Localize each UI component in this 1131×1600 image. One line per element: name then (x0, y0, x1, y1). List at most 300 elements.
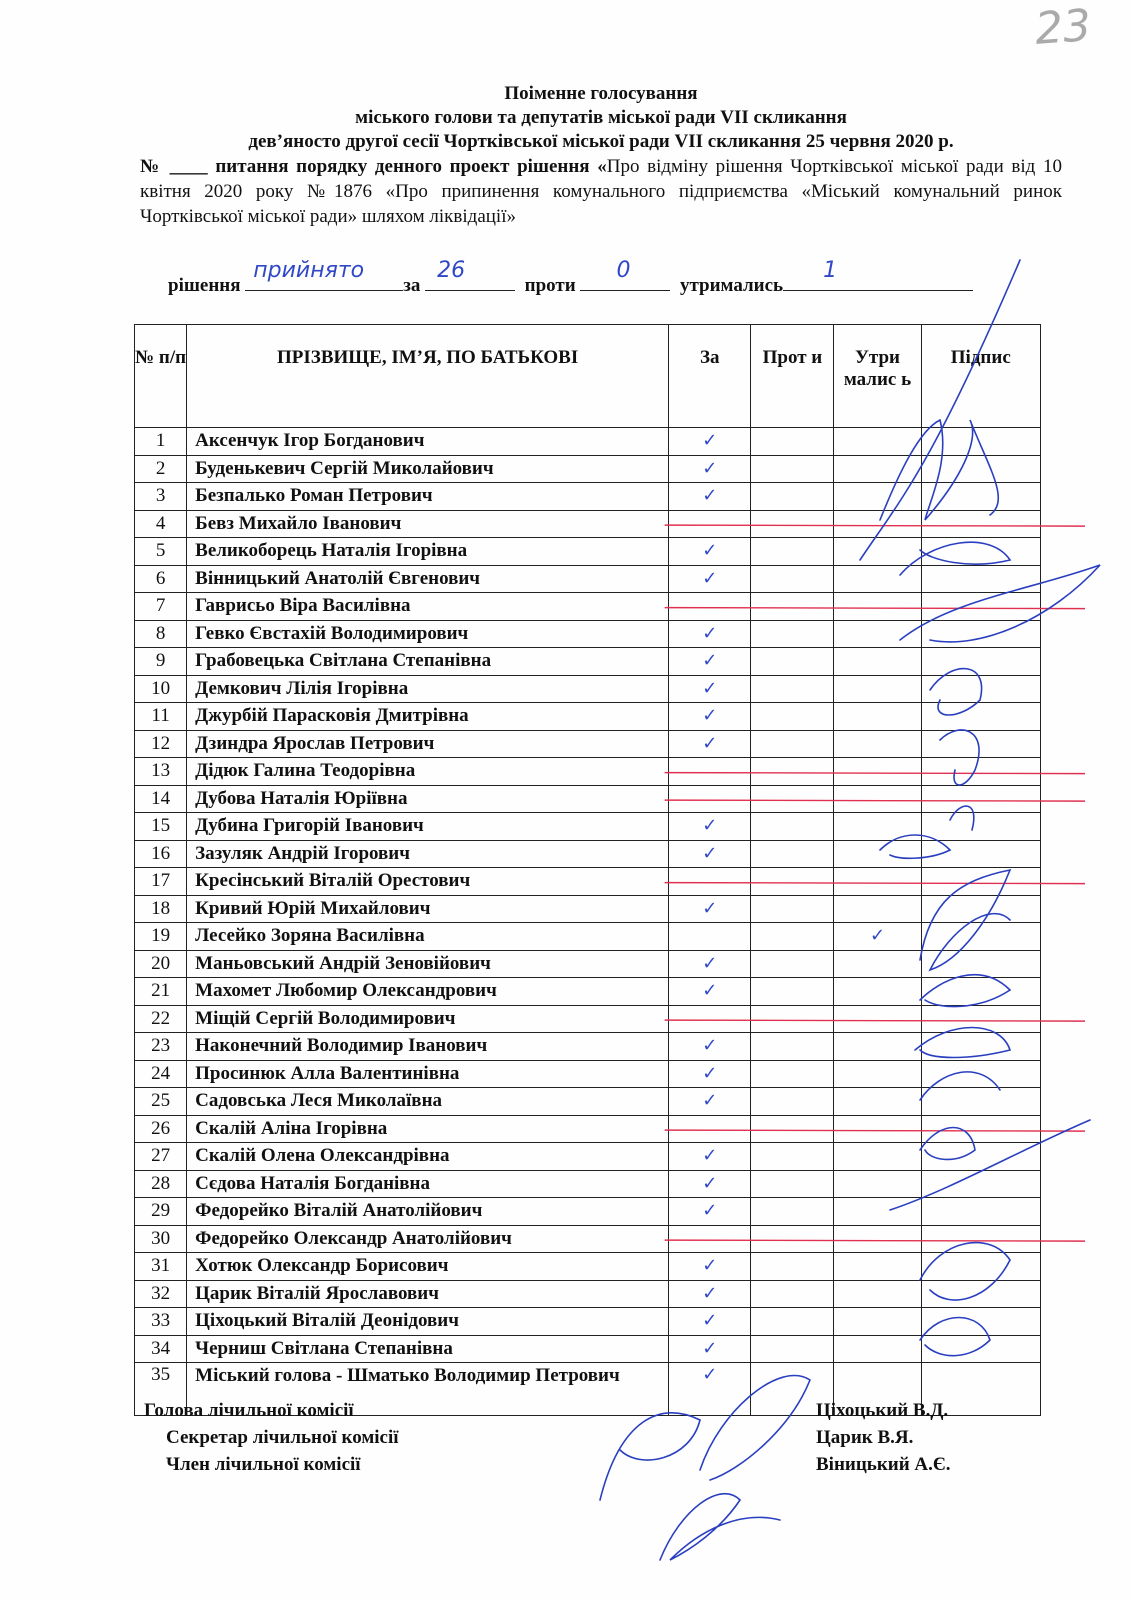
vote-against-cell (751, 1060, 834, 1088)
check-mark-icon: ✓ (702, 430, 718, 452)
vote-for-cell (669, 978, 751, 1006)
vote-abstained-cell (834, 510, 921, 538)
vote-row (135, 675, 1041, 703)
vote-row (135, 1170, 1041, 1198)
row-number: 34 (135, 1335, 187, 1363)
signature-cell (921, 455, 1040, 483)
decision-result: прийнято (253, 258, 365, 283)
counting-commission-labels (144, 1397, 399, 1478)
member-name: Вінницький Анатолій Євгенович (187, 565, 669, 593)
vote-for-cell (669, 538, 751, 566)
signature-drawing (660, 1494, 780, 1560)
vote-against-cell (751, 1115, 834, 1143)
vote-against-cell (751, 923, 834, 951)
check-mark-icon: ✓ (702, 815, 718, 837)
member-name: Федорейко Олександр Анатолійович (187, 1225, 669, 1253)
vote-row (135, 1198, 1041, 1226)
member-name: Федорейко Віталій Анатолійович (187, 1198, 669, 1226)
vote-row (135, 538, 1041, 566)
vote-abstained-cell (834, 1143, 921, 1171)
vote-for-cell (669, 1115, 751, 1143)
vote-against-cell (751, 1253, 834, 1281)
for-count: 26 (437, 258, 466, 283)
vote-for-cell (669, 730, 751, 758)
signature-cell (921, 730, 1040, 758)
abstained-label: утримались (679, 275, 784, 296)
check-mark-icon: ✓ (702, 1090, 718, 1112)
vote-abstained-cell (834, 703, 921, 731)
vote-against-cell (751, 1225, 834, 1253)
row-number: 12 (135, 730, 187, 758)
vote-row (135, 620, 1041, 648)
row-number: 9 (135, 648, 187, 676)
signature-cell (921, 1170, 1040, 1198)
header-against: Прот и (751, 325, 834, 428)
row-number: 16 (135, 840, 187, 868)
vote-for-cell (669, 785, 751, 813)
vote-abstained-cell (834, 1033, 921, 1061)
check-mark-icon: ✓ (702, 705, 718, 727)
member-name: Джурбій Парасковія Дмитрівна (187, 703, 669, 731)
vote-row (135, 648, 1041, 676)
commission-member-name: Віницький А.Є. (816, 1454, 951, 1475)
vote-row (135, 1088, 1041, 1116)
check-mark-icon: ✓ (702, 1310, 718, 1332)
vote-against-cell (751, 565, 834, 593)
check-mark-icon: ✓ (702, 1062, 718, 1084)
vote-abstained-cell (834, 675, 921, 703)
vote-row (135, 483, 1041, 511)
member-name: Дубина Григорій Іванович (187, 813, 669, 841)
vote-abstained-cell (834, 1005, 921, 1033)
member-name: Наконечний Володимир Іванович (187, 1033, 669, 1061)
signature-cell (921, 1143, 1040, 1171)
vote-for-cell (669, 1033, 751, 1061)
row-number: 1 (135, 428, 187, 456)
row-number: 31 (135, 1253, 187, 1281)
signature-cell (921, 868, 1040, 896)
signature-cell (921, 1115, 1040, 1143)
vote-for-cell (669, 868, 751, 896)
member-name: Сєдова Наталія Богданівна (187, 1170, 669, 1198)
vote-for-cell (669, 895, 751, 923)
row-number: 7 (135, 593, 187, 621)
vote-abstained-cell (834, 1335, 921, 1363)
member-name: Дідюк Галина Теодорівна (187, 758, 669, 786)
vote-against-cell (751, 1005, 834, 1033)
vote-row (135, 565, 1041, 593)
vote-for-cell (669, 703, 751, 731)
vote-abstained-cell (834, 483, 921, 511)
row-number: 2 (135, 455, 187, 483)
member-name: Дзиндра Ярослав Петрович (187, 730, 669, 758)
for-count-field (425, 258, 515, 291)
against-label: проти (524, 275, 576, 296)
signature-cell (921, 538, 1040, 566)
member-name: Садовська Леся Миколаївна (187, 1088, 669, 1116)
signature-cell (921, 923, 1040, 951)
against-count-field (580, 258, 670, 291)
vote-abstained-cell (834, 565, 921, 593)
header-for: За (669, 325, 751, 428)
signature-cell (921, 483, 1040, 511)
member-name: Безпалько Роман Петрович (187, 483, 669, 511)
member-name: Зазуляк Андрій Ігорович (187, 840, 669, 868)
vote-for-cell (669, 923, 751, 951)
vote-abstained-cell (834, 950, 921, 978)
check-mark-icon: ✓ (702, 897, 718, 919)
row-number: 5 (135, 538, 187, 566)
vote-for-cell (669, 1253, 751, 1281)
member-name: Кресінський Віталій Орестович (187, 868, 669, 896)
member-name: Гаврисьо Віра Василівна (187, 593, 669, 621)
vote-table-body (135, 428, 1041, 1416)
row-number: 28 (135, 1170, 187, 1198)
agenda-question (140, 154, 1062, 229)
member-name: Кривий Юрій Михайлович (187, 895, 669, 923)
vote-row (135, 868, 1041, 896)
row-number: 24 (135, 1060, 187, 1088)
vote-for-cell (669, 1308, 751, 1336)
vote-against-cell (751, 978, 834, 1006)
header-number: № п/п (135, 325, 187, 428)
signature-cell (921, 978, 1040, 1006)
signature-cell (921, 648, 1040, 676)
against-count: 0 (616, 258, 631, 283)
check-mark-icon: ✓ (702, 485, 718, 507)
vote-row (135, 1060, 1041, 1088)
commission-secretary-name: Царик В.Я. (816, 1427, 914, 1448)
vote-row (135, 703, 1041, 731)
vote-abstained-cell (834, 1088, 921, 1116)
vote-against-cell (751, 1033, 834, 1061)
vote-against-cell (751, 593, 834, 621)
signature-cell (921, 840, 1040, 868)
check-mark-icon: ✓ (702, 540, 718, 562)
decision-label: рішення (168, 275, 241, 296)
signature-cell (921, 703, 1040, 731)
signature-cell (921, 620, 1040, 648)
vote-against-cell (751, 1335, 834, 1363)
signature-cell (921, 758, 1040, 786)
signature-drawing (600, 1413, 700, 1500)
commission-secretary-label: Секретар лічильної комісії (166, 1427, 399, 1448)
vote-for-cell (669, 428, 751, 456)
vote-abstained-cell (834, 1060, 921, 1088)
member-name: Міський голова - Шматько Володимир Петрович (187, 1363, 669, 1416)
vote-abstained-cell (834, 785, 921, 813)
row-number: 30 (135, 1225, 187, 1253)
check-mark-icon: ✓ (702, 952, 718, 974)
vote-row (135, 1143, 1041, 1171)
signature-cell (921, 675, 1040, 703)
vote-row (135, 1225, 1041, 1253)
vote-abstained-cell (834, 593, 921, 621)
question-prefix: № ____ питання порядку денного проект рішення « (140, 156, 607, 177)
vote-abstained-cell (834, 455, 921, 483)
vote-row (135, 758, 1041, 786)
vote-for-cell (669, 1335, 751, 1363)
commission-chair-label: Голова лічильної комісії (144, 1400, 354, 1421)
vote-row (135, 785, 1041, 813)
signature-cell (921, 1060, 1040, 1088)
signature-cell (921, 1033, 1040, 1061)
vote-row (135, 510, 1041, 538)
vote-abstained-cell (834, 840, 921, 868)
check-mark-icon: ✓ (702, 732, 718, 754)
check-mark-icon: ✓ (702, 567, 718, 589)
vote-against-cell (751, 648, 834, 676)
signature-cell (921, 1335, 1040, 1363)
vote-row (135, 428, 1041, 456)
decision-line (168, 258, 1048, 297)
vote-row (135, 1335, 1041, 1363)
row-number: 33 (135, 1308, 187, 1336)
vote-against-cell (751, 1308, 834, 1336)
vote-against-cell (751, 1280, 834, 1308)
vote-for-cell (669, 648, 751, 676)
vote-row (135, 1280, 1041, 1308)
signature-cell (921, 1225, 1040, 1253)
vote-for-cell (669, 593, 751, 621)
vote-abstained-cell (834, 923, 921, 951)
vote-row (135, 1005, 1041, 1033)
vote-for-cell (669, 1005, 751, 1033)
header-signature: Підпис (921, 325, 1040, 428)
vote-abstained-cell (834, 1115, 921, 1143)
vote-row (135, 895, 1041, 923)
vote-table-header (135, 325, 1041, 428)
check-mark-icon: ✓ (869, 925, 886, 947)
vote-abstained-cell (834, 1225, 921, 1253)
vote-for-cell (669, 675, 751, 703)
vote-abstained-cell (834, 1170, 921, 1198)
vote-against-cell (751, 455, 834, 483)
vote-row (135, 1115, 1041, 1143)
signature-cell (921, 813, 1040, 841)
row-number: 25 (135, 1088, 187, 1116)
vote-for-cell (669, 510, 751, 538)
row-number: 3 (135, 483, 187, 511)
row-number: 29 (135, 1198, 187, 1226)
row-number: 22 (135, 1005, 187, 1033)
vote-against-cell (751, 730, 834, 758)
vote-against-cell (751, 703, 834, 731)
member-name: Гевко Євстахій Володимирович (187, 620, 669, 648)
header-abstained: Утри малис ь (834, 325, 921, 428)
member-name: Просинюк Алла Валентинівна (187, 1060, 669, 1088)
signature-cell (921, 565, 1040, 593)
vote-row (135, 978, 1041, 1006)
vote-for-cell (669, 1170, 751, 1198)
vote-against-cell (751, 758, 834, 786)
row-number: 27 (135, 1143, 187, 1171)
vote-abstained-cell (834, 758, 921, 786)
header-title: Поіменне голосування (504, 83, 698, 104)
vote-against-cell (751, 1088, 834, 1116)
member-name: Лесейко Зоряна Василівна (187, 923, 669, 951)
vote-against-cell (751, 675, 834, 703)
signature-cell (921, 950, 1040, 978)
row-number: 10 (135, 675, 187, 703)
check-mark-icon: ✓ (702, 980, 718, 1002)
vote-abstained-cell (834, 1280, 921, 1308)
member-name: Хотюк Олександр Борисович (187, 1253, 669, 1281)
vote-against-cell (751, 868, 834, 896)
vote-row (135, 1308, 1041, 1336)
signature-cell (921, 1253, 1040, 1281)
signature-cell (921, 785, 1040, 813)
check-mark-icon: ✓ (702, 1145, 718, 1167)
vote-for-cell (669, 1088, 751, 1116)
vote-against-cell (751, 428, 834, 456)
vote-row (135, 730, 1041, 758)
for-label: за (403, 275, 421, 296)
check-mark-icon: ✓ (702, 1337, 718, 1359)
member-name: Махомет Любомир Олександрович (187, 978, 669, 1006)
vote-against-cell (751, 785, 834, 813)
vote-row (135, 950, 1041, 978)
signature-cell (921, 1198, 1040, 1226)
vote-for-cell (669, 620, 751, 648)
member-name: Скалій Аліна Ігорівна (187, 1115, 669, 1143)
vote-abstained-cell (834, 978, 921, 1006)
check-mark-icon: ✓ (702, 1364, 718, 1385)
vote-abstained-cell (834, 538, 921, 566)
vote-for-cell (669, 1363, 751, 1416)
vote-against-cell (751, 510, 834, 538)
vote-row (135, 813, 1041, 841)
signature-cell (921, 510, 1040, 538)
check-mark-icon: ✓ (702, 842, 718, 864)
row-number: 26 (135, 1115, 187, 1143)
signature-cell (921, 1280, 1040, 1308)
check-mark-icon: ✓ (702, 1172, 718, 1194)
signature-cell (921, 1005, 1040, 1033)
signature-cell (921, 428, 1040, 456)
vote-abstained-cell (834, 1198, 921, 1226)
abstained-count: 1 (823, 258, 838, 283)
row-number: 15 (135, 813, 187, 841)
vote-for-cell (669, 1143, 751, 1171)
header-name: ПРІЗВИЩЕ, ІМ’Я, ПО БАТЬКОВІ (187, 325, 669, 428)
vote-row (135, 455, 1041, 483)
vote-abstained-cell (834, 868, 921, 896)
counting-commission-names (816, 1397, 951, 1478)
row-number: 23 (135, 1033, 187, 1061)
vote-against-cell (751, 1198, 834, 1226)
vote-row (135, 1253, 1041, 1281)
member-name: Скалій Олена Олександрівна (187, 1143, 669, 1171)
row-number: 14 (135, 785, 187, 813)
row-number: 4 (135, 510, 187, 538)
vote-for-cell (669, 1060, 751, 1088)
decision-result-field (245, 258, 403, 291)
check-mark-icon: ✓ (702, 1035, 718, 1057)
vote-abstained-cell (834, 428, 921, 456)
commission-chair-name: Ціхоцький В.Д. (816, 1400, 949, 1421)
check-mark-icon: ✓ (702, 1255, 718, 1277)
check-mark-icon: ✓ (702, 457, 718, 479)
vote-against-cell (751, 813, 834, 841)
row-number: 8 (135, 620, 187, 648)
check-mark-icon: ✓ (702, 1282, 718, 1304)
check-mark-icon: ✓ (702, 677, 718, 699)
header-session: дев’яносто другої сесії Чортківської міської ради VII скликання 25 червня 2020 р. (248, 131, 954, 152)
row-number: 13 (135, 758, 187, 786)
vote-against-cell (751, 483, 834, 511)
member-name: Царик Віталій Ярославович (187, 1280, 669, 1308)
row-number: 20 (135, 950, 187, 978)
signature-cell (921, 1088, 1040, 1116)
member-name: Буденькевич Сергій Миколайович (187, 455, 669, 483)
member-name: Демкович Лілія Ігорівна (187, 675, 669, 703)
document-header (140, 82, 1062, 154)
row-number: 6 (135, 565, 187, 593)
vote-abstained-cell (834, 813, 921, 841)
vote-abstained-cell (834, 620, 921, 648)
vote-against-cell (751, 895, 834, 923)
vote-for-cell (669, 1225, 751, 1253)
vote-abstained-cell (834, 895, 921, 923)
commission-member-label: Член лічильної комісії (166, 1454, 361, 1475)
vote-for-cell (669, 758, 751, 786)
vote-abstained-cell (834, 648, 921, 676)
row-number: 19 (135, 923, 187, 951)
row-number: 21 (135, 978, 187, 1006)
signature-cell (921, 895, 1040, 923)
question-text: Про відміну рішення Чортківської міської ради від 10 квітня 2020 року №1876 «Про припинення комунального підприємства «Міський комунальний ринок Чортківської міської ради» шляхом ліквідації» (140, 156, 1062, 227)
vote-against-cell (751, 620, 834, 648)
vote-for-cell (669, 483, 751, 511)
vote-abstained-cell (834, 1253, 921, 1281)
row-number: 11 (135, 703, 187, 731)
vote-table (134, 324, 1041, 1416)
signature-cell (921, 1308, 1040, 1336)
row-number: 35 (135, 1363, 187, 1416)
vote-for-cell (669, 1198, 751, 1226)
member-name: Грабовецька Світлана Степанівна (187, 648, 669, 676)
member-name: Бевз Михайло Іванович (187, 510, 669, 538)
vote-abstained-cell (834, 730, 921, 758)
vote-for-cell (669, 950, 751, 978)
vote-against-cell (751, 950, 834, 978)
member-name: Аксенчук Ігор Богданович (187, 428, 669, 456)
member-name: Ціхоцький Віталій Деонідович (187, 1308, 669, 1336)
vote-row (135, 923, 1041, 951)
member-name: Великоборець Наталія Ігорівна (187, 538, 669, 566)
signature-cell (921, 593, 1040, 621)
vote-row (135, 1033, 1041, 1061)
vote-for-cell (669, 840, 751, 868)
vote-row (135, 840, 1041, 868)
page-number: 23 (1033, 0, 1093, 55)
check-mark-icon: ✓ (702, 650, 718, 672)
header-subtitle: міського голови та депутатів міської ради VII скликання (355, 107, 847, 128)
vote-row (135, 593, 1041, 621)
check-mark-icon: ✓ (702, 622, 718, 644)
row-number: 17 (135, 868, 187, 896)
vote-for-cell (669, 455, 751, 483)
abstained-count-field (783, 258, 973, 291)
vote-against-cell (751, 1143, 834, 1171)
vote-against-cell (751, 538, 834, 566)
member-name: Міщій Сергій Володимирович (187, 1005, 669, 1033)
vote-against-cell (751, 1170, 834, 1198)
row-number: 32 (135, 1280, 187, 1308)
vote-against-cell (751, 840, 834, 868)
vote-for-cell (669, 565, 751, 593)
